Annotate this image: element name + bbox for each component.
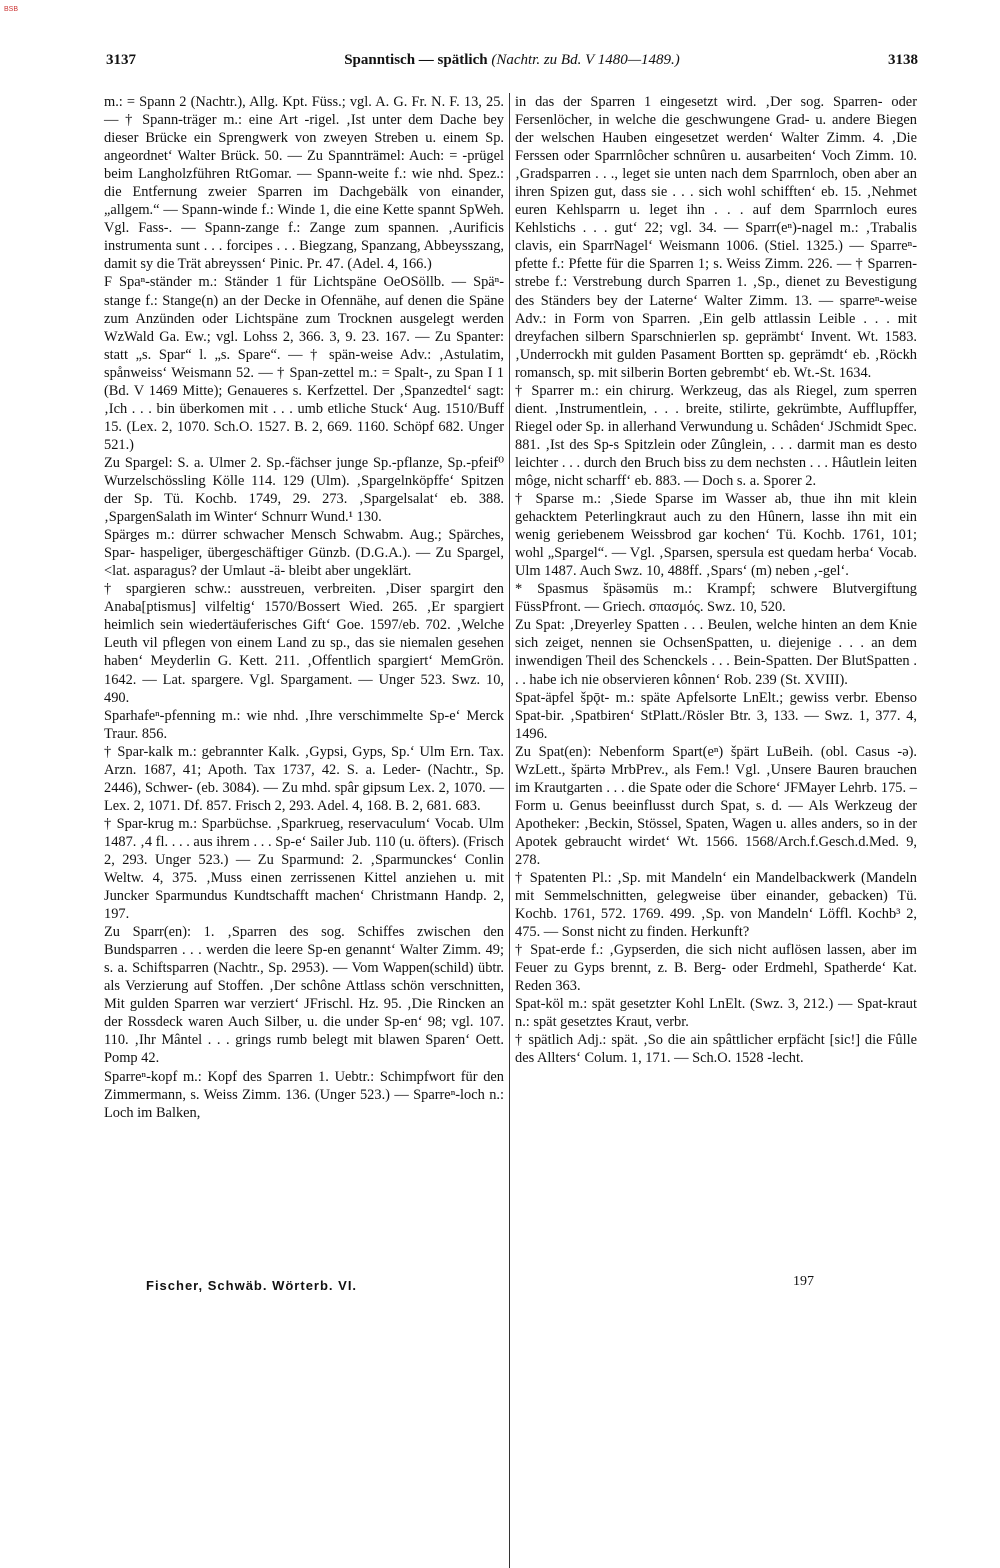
entry-paragraph: m.: = Spann 2 (Nachtr.), Allg. Kpt. Füss.; vgl. A. G. Fr. N. F. 13, 25. — † Spann-träger m.: eine Art -rigel. ‚Ist unter dem Dache bey dieser Brücke ein Sprengwerk von zweyen Streben u. einem Sp. angeordnet‘ Walter Brück. 50. — Zu Spannträmel: Auch: = -prügel beim Langholzführen RtGomar. — Spann-weite f.: wie nhd. Spez.: die Entfernung zweier Sparren im Dachgebälk von einander, „allgem.“ — Spann-winde f.: Winde 1, die eine Kette spannt SpWeh. Vgl. Fass-. — Spann-zange f.: Zange zum spannen. ‚Aurificis instrumenta sunt . . . forcipes . . . Biegzang, Spanzang, Abbeysszang, damit sy die Trät abreyssen‘ Pinic. Pr. 47. (Adel. 4, 166.) [104, 94, 504, 273]
entry-paragraph: Spärges m.: dürrer schwacher Mensch Schwabm. Aug.; Spärches, Spar- haspeliger, übergeschäftiger Günzb. (D.G.A.). — Zu Spargel, <lat. asparagus? der Umlaut -ä- bleibt aber ungeklärt. [104, 527, 504, 580]
entry-paragraph: † Spat-erde f.: ‚Gypserden, die sich nicht auflösen lassen, aber im Feuer zu Gyps brennt, z. B. Berg- oder Erdmehl, Spatherde‘ Kat. Reden 363. [515, 942, 917, 995]
entry-paragraph: † spargieren schw.: ausstreuen, verbreiten. ‚Diser spargirt den Anaba[ptismus] vilfeltig‘ 1570/Bossert Wied. 265. ‚Er spargiert heimlich sein wiedertäuferisches Gift‘ Goe. 1597/eb. 702. ‚Welche Leuth vil pflegen von einem Land zu sp., das sie niemalen gesehen haben‘ Meyderlin G. Kett. 211. ‚Offentlich spargiert‘ MemGrön. 1642. — Lat. spargere. Vgl. Spargament. — Unger 523. Swz. 10, 490. [104, 581, 504, 706]
entry-paragraph: † Spar-krug m.: Sparbüchse. ‚Sparkrueg, reservaculum‘ Vocab. Ulm 1487. ‚4 fl. . . . aus ihrem . . . Sp-e‘ Sailer Jub. 110 (u. öfters). (Frisch 2, 293. Unger 523.) — Zu Sparmund: 2. ‚Sparmunckes‘ Conlin Weltw. 4, 375. ‚Muss einen zerrissenen Kittel anziehen u. mit Juncker Sparmundus Kundtschafft machen‘ Christmann Handp. 2, 197. [104, 815, 504, 923]
entry-paragraph: † Sparrer m.: ein chirurg. Werkzeug, das als Riegel, zum sperren dient. ‚Instrumentlein, . . . breite, stilirte, gekrümbte, Aufflupffer, Riegel oder Sp. in allerhand Verwundung u. Schâden‘ JSchmidt Spec. 881. ‚Ist des Sp-s Spitzlein oder Zûnglein, . . . darmit man es desto leichter . . . durch den Bruch biss zu dem nechsten . . . Hâutlein leiten môge, nicht scharff‘ eb. 883. — Doch s. a. Sporer 2. [515, 382, 917, 489]
footer-source: Fischer, Schwäb. Wörterb. VI. [146, 1278, 358, 1293]
entry-paragraph: † Spatenten Pl.: ‚Sp. mit Mandeln‘ ein Mandelbackwerk (Mandeln mit Semmelschnitten, gelegweise über einander, gebacken) Tü. Kochb. 1761, 572. 1769. 499. ‚Sp. von Mandeln‘ Löffl. Kochb³ 2, 475. — Sonst nicht zu finden. Herkunft? [515, 870, 917, 941]
entry-paragraph: Zu Spargel: S. a. Ulmer 2. Sp.-fächser junge Sp.-pflanze, Sp.-pfeif⁰ Wurzelschössling Kölle 114. 129 (Ulm). ‚Spargelnköpffe‘ Spitzen der Sp. Tü. Kochb. 1749, 29. 273. ‚Spargelsalat‘ eb. 388. ‚SpargenSalath im Winter‘ Schnurr Wund.¹ 130. [104, 454, 504, 526]
entry-paragraph: Sparhafeⁿ-pfenning m.: wie nhd. ‚Ihre verschimmelte Sp-e‘ Merck Traur. 856. [104, 707, 504, 742]
entry-paragraph: in das der Sparren 1 eingesetzt wird. ‚Der sog. Sparren- oder Fersenlöcher, in welche die geschwungene Grad- u. andere Biegen der welschen Hauben eingesetzet werden‘ Walter Zimm. 4. ‚Die Ferssen oder Sparrnlôcher schnûren u. ausarbeiten‘ Voch Zimm. 10. ‚Gradsparren . . ., leget sie unten nach dem Sparrnloch, oben aber an ihren Spizen gut, dass sie . . . sich wohl schifften‘ eb. 15. ‚Nehmet euren Kehlsparrn u. leget ihn . . . auf dem Sparrnloch eures Kehlstichs . . . gut‘ 22; vgl. 34. — Sparr(eⁿ)-nagel m.: ‚Trabalis clavis, ein SparrNagel‘ Weismann 1006. (Stiel. 1325.) — Sparreⁿ-pfette f.: Pfette für die Sparren 1; s. Weiss Zimm. 226. — † Sparren-strebe f.: Verstrebung durch Sparren 1. ‚Sp., dienet zu Bevestigung des Ständers bey der Laterne‘ Walter Zimm. 13. — sparreⁿ-weise Adv.: in Form von Sparren. ‚Ein gelb attlassin Leible . . . mit dreyfachen silbern Sparschnierlen sp. geprämbt‘ Invent. Wt. 1583. ‚Underrockh mit gulden Pasament Bortten sp. geprämdt‘ eb. ‚Röckh romansch, sp. mit silberin Borten gebrembt‘ eb. Wt.-St. 1634. [515, 94, 917, 381]
entry-paragraph: Spat-äpfel špǭt- m.: späte Apfelsorte LnElt.; gewiss verbr. Ebenso Spat-bir. ‚Spatbiren‘ StPlatt./Rösler Btr. 3, 133. — Swz. 1, 377. 4, 1496. [515, 689, 917, 742]
entry-paragraph: Spat-köl m.: spät gesetzter Kohl LnElt. (Swz. 3, 212.) — Spat-kraut n.: spät gesetztes Kraut, verbr. [515, 996, 917, 1031]
column-divider [509, 93, 510, 1568]
entry-paragraph: Sparreⁿ-kopf m.: Kopf des Sparren 1. Uebtr.: Schimpfwort für den Zimmermann, s. Weiss Zimm. 136. (Unger 523.) — Sparreⁿ-loch n.: Loch im Balken, [104, 1068, 504, 1121]
library-stamp: BSB [4, 6, 19, 13]
entry-paragraph: † Sparse m.: ‚Siede Sparse im Wasser ab, thue ihn mit klein gehacktem Peterlingkraut auch zu den Hûnern, lasse ihn mit ein wenig geriebenem Weissbrod gar kochen‘ Tü. Kochb. 1761, 101; wohl „Spargel“. — Vgl. ‚Sparsen, spersula est quedam herba‘ Vocab. Ulm 1487. Auch Swz. 10, 488ff. ‚Spars‘ (m) neben ‚-gel‘. [515, 491, 917, 580]
entry-paragraph: F Spaⁿ-ständer m.: Ständer 1 für Lichtspäne OeOSöllb. — Späⁿ-stange f.: Stange(n) an der Decke in Ofennähe, auf denen die Späne zum Anzünden oder Lichtspäne zum Trocknen ausgelegt werden WzWald Ga. Ew.; vgl. Lohss 2, 366. 3, 9. 23. 167. — Zu Spanter: statt „s. Spar“ l. „s. Spare“. — † spän-weise Adv.: ‚Astulatim, spånweiss‘ Weismann 52. — † Span-zettel m.: = Spalt-, zu Span I 1 (Bd. V 1469 Mitte); Genaueres s. Kerfzettel. Der ‚Spanzedtel‘ sagt: ‚Ich . . . bin überkomen mit . . . umb etliche Stuck‘ Aug. 1510/Buff 15. (Lex. 2, 1070. Sch.O. 1527. B. 2, 669. 1160. Schöpf 682. Unger 521.) [104, 274, 504, 453]
column-number-right: 3138 [888, 52, 918, 68]
running-title-note: (Nachtr. zu Bd. V 1480—1489.) [491, 52, 680, 68]
page-number: 197 [793, 1274, 814, 1289]
running-title [106, 52, 918, 69]
entry-paragraph: Zu Spat(en): Nebenform Spart(eⁿ) špärt LuBeih. (obl. Casus -ə). WzLett., špärtə MrbPrev., als Fem.! Vgl. ‚Unsere Bauren brauchen im Krautgarten . . . die Spate oder die Schore‘ JFMayer Lehrb. 175. – Form u. Genus beeinflusst durch Spat, s. d. — Als Werkzeug der Apotheker: ‚Beckin, Stössel, Spaten, Wagen u. alles anders, so in der Apotek gebraucht wirdet‘ Wt. 1566. 1568/Arch.f.Gesch.d.Med. 9, 278. [515, 743, 917, 868]
entry-paragraph: Zu Sparr(en): 1. ‚Sparren des sog. Schiffes zwischen den Bundsparren . . . werden die leere Sp-en genannt‘ Walter Zimm. 49; s. a. Schiftsparren (Nachtr., Sp. 2953). — Vom Wappen(schild) übtr. als Verzierung auf Stoffen. ‚Der schône Attlass schön verschnitten, Mit gulden Sparren war verziert‘ JFrischl. Hz. 95. ‚Die Rincken an der Rossdeck waren Auch Silber, u. die under Sp-en‘ 98; vgl. 107. 110. ‚Ihr Mântel . . . grings rumb belegt mit blawen Sparen‘ Oett. Pomp 42. [104, 924, 504, 1067]
entry-paragraph: Zu Spat: ‚Dreyerley Spatten . . . Beulen, welche hinten an dem Knie sich zeiget, nennen sie OchsenSpatten, u. diejenige . . . an dem inwendigen Theil des Schenckels . . . Bein-Spatten. Der BlutSpatten . . . habe ich nie observieren kônnen‘ Rob. 239 (St. XVIII). [515, 617, 917, 688]
entry-paragraph: † spätlich Adj.: spät. ‚So die ain spâttlicher erpfächt [sic!] die Fûlle des Allters‘ Colum. 1, 171. — Sch.O. 1528 -lecht. [515, 1032, 917, 1067]
right-column [515, 93, 917, 1068]
column-number-left: 3137 [106, 52, 136, 68]
entry-paragraph: † Spar-kalk m.: gebrannter Kalk. ‚Gypsi, Gyps, Sp.‘ Ulm Ern. Tax. Arzn. 1687, 41; Apoth. Tax 1737, 42. S. a. Leder- (Nachtr., Sp. 2446), Schwer- (eb. 3084). — Zu mhd. spâr gipsum Lex. 2, 1070. — Lex. 2, 1071. Df. 857. Frisch 2, 293. Adel. 4, 168. B. 2, 681. 683. [104, 743, 504, 814]
entry-paragraph: * Spasmus špäsəmüs m.: Krampf; schwere Blutvergiftung FüssPfront. — Griech. σπασμός. Swz. 10, 520. [515, 581, 917, 616]
page-header [106, 52, 918, 74]
running-title-main: Spanntisch — spätlich [344, 52, 488, 68]
left-column [104, 93, 504, 1122]
